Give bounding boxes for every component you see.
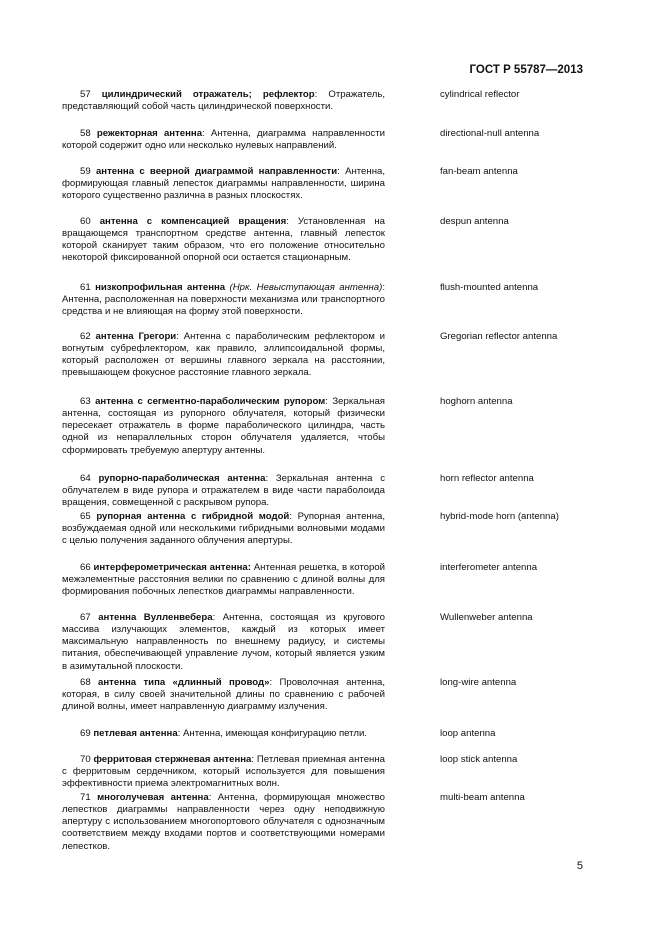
term-english-equivalent: fan-beam antenna xyxy=(440,166,518,177)
term-name: ферритовая стержневая антенна xyxy=(93,754,252,765)
term-english-equivalent: Wullenweber antenna xyxy=(440,612,533,623)
term-name: режекторная антенна xyxy=(96,128,203,139)
term-english-equivalent: loop antenna xyxy=(440,728,496,739)
term-number: 70 xyxy=(80,754,91,765)
term-number: 57 xyxy=(80,89,91,100)
term-number: 59 xyxy=(80,166,91,177)
term-definition xyxy=(62,128,385,152)
term-definition xyxy=(62,792,385,853)
term-name: антенна с веерной диаграммой направленности xyxy=(95,166,338,177)
term-definition-text: Зеркальная антенна, состоящая из рупорного облучателя, который физически пересекает отражатель в форме параболического цилиндра, часть одной из непараллельных сторон облучателя удаляется, чтобы сформировать требуемую апертуру антенны. xyxy=(62,396,385,456)
term-name: рупорно-параболическая антенна xyxy=(98,473,266,484)
page-number: 5 xyxy=(576,860,583,872)
term-definition-text: Установленная на вращающемся транспортном средстве антенна, главный лепесток которой сканирует таким образом, что его положение относительно некоторой фиксированной опорной оси остается стационарным. xyxy=(62,216,385,264)
term-english-equivalent: flush-mounted antenna xyxy=(440,282,539,293)
term-number: 66 xyxy=(80,562,91,573)
term-english-equivalent: multi-beam antenna xyxy=(440,792,525,803)
term-definition-text: Отражатель, представляющий собой часть цилиндрической поверхности. xyxy=(62,89,385,113)
term-definition xyxy=(62,216,385,265)
term-english-equivalent: Gregorian reflector antenna xyxy=(440,331,558,342)
term-definition xyxy=(62,331,385,380)
term-name: интерферометрическая антенна: xyxy=(93,562,251,573)
term-name: петлевая антенна xyxy=(93,728,178,739)
term-definition xyxy=(62,473,385,509)
term-name: антенна Вулленвебера xyxy=(98,612,213,623)
term-separator: : xyxy=(314,89,318,100)
term-number: 71 xyxy=(80,792,91,803)
term-number: 63 xyxy=(80,396,91,407)
term-separator: : xyxy=(212,612,216,623)
term-english-equivalent: loop stick antenna xyxy=(440,754,518,765)
term-name: цилиндрический отражатель; рефлектор xyxy=(101,89,315,100)
term-definition xyxy=(62,396,385,457)
term-separator: : xyxy=(325,396,328,407)
term-name: антенна с сегментно-параболическим рупором xyxy=(95,396,326,407)
term-definition xyxy=(62,728,385,740)
term-definition-text: Проволочная антенна, которая, в силу своей значительной длины по сравнению с рабочей длиной волны, имеет направленную диаграмму излучения. xyxy=(62,677,385,713)
term-definition-text: Антенна, расположенная на поверхности механизма или транспортного средства и не влияющая на форму этой поверхности. xyxy=(62,294,385,318)
term-english-equivalent: hoghorn antenna xyxy=(440,396,513,407)
term-separator: : xyxy=(289,511,293,522)
term-separator: : xyxy=(208,792,212,803)
term-separator: : xyxy=(251,754,255,765)
term-separator: : xyxy=(337,166,340,177)
term-definition-text: Антенная решетка, в которой межэлементные расстояния велики по сравнению с длиной волны для формирования побочных лепестков диаграммы направленности. xyxy=(62,562,385,598)
term-definition-text: Петлевая приемная антенна с ферритовым сердечником, который используется для повышения эффективности приема электромагнитных волн. xyxy=(62,754,385,790)
term-number: 67 xyxy=(80,612,91,623)
term-definition xyxy=(62,282,385,318)
term-english-equivalent: hybrid-mode horn (antenna) xyxy=(440,511,559,522)
term-definition xyxy=(62,89,385,113)
term-number: 58 xyxy=(80,128,91,139)
term-number: 64 xyxy=(80,473,91,484)
term-number: 61 xyxy=(80,282,91,293)
term-separator: : xyxy=(382,282,385,293)
term-separator: : xyxy=(269,677,273,688)
term-name: антенна с компенсацией вращения xyxy=(99,216,287,227)
term-number: 69 xyxy=(80,728,91,739)
term-separator: : xyxy=(176,331,179,342)
term-definition xyxy=(62,511,385,547)
term-definition-text: Антенна, диаграмма направленности которой содержит одно или несколько нулевых направлений. xyxy=(62,128,385,152)
term-number: 62 xyxy=(80,331,91,342)
term-definition xyxy=(62,612,385,673)
standard-header: ГОСТ Р 55787—2013 xyxy=(469,64,583,76)
term-definition-text: Рупорная антенна, возбуждаемая одной или несколькими гибридными волновыми модами с целью получения заданного облучения апертуры. xyxy=(62,511,386,547)
term-english-equivalent: interferometer antenna xyxy=(440,562,538,573)
term-number: 65 xyxy=(80,511,91,522)
term-english-equivalent: directional-null antenna xyxy=(440,128,540,139)
term-definition-text: Антенна, формирующая множество лепестков диаграммы направленности через одну неподвижную апертуру с использованием многопортового облучателя с однозначным соответствием между входами портов и соответствующими номерами лепестков. xyxy=(62,792,385,852)
term-name: низкопрофильная антенна xyxy=(95,282,226,293)
term-number: 68 xyxy=(80,677,91,688)
term-definition-text: Антенна с параболическим рефлектором и вогнутым субрефлектором, как правило, эллипсоидальной формы, который расположен от вершины главного зеркала на расстоянии, превышающем фокусное расстояние главного зеркала. xyxy=(62,331,385,379)
term-number: 60 xyxy=(80,216,91,227)
term-separator: : xyxy=(286,216,289,227)
term-name: рупорная антенна с гибридной модой xyxy=(96,511,290,522)
term-separator: : xyxy=(177,728,181,739)
term-definition xyxy=(62,754,385,790)
term-deprecated-note: (Нрк. Невыступающая антенна) xyxy=(225,282,383,293)
term-english-equivalent: despun antenna xyxy=(440,216,509,227)
term-definition xyxy=(62,166,385,202)
term-definition xyxy=(62,677,385,713)
term-name: многолучевая антенна xyxy=(97,792,209,803)
term-english-equivalent: long-wire antenna xyxy=(440,677,517,688)
term-separator: : xyxy=(265,473,269,484)
term-english-equivalent: horn reflector antenna xyxy=(440,473,534,484)
term-name: антенна Грегори xyxy=(95,331,177,342)
term-definition-text: Зеркальная антенна с облучателем в виде рупора и отражателем в виде части параболоида вращения, совмещенной с раскрывом рупора. xyxy=(62,473,385,509)
term-definition-text: Антенна, имеющая конфигурацию петли. xyxy=(180,728,367,739)
term-definition-text: Антенна, состоящая из кругового массива излучающих элементов, каждый из которых имеет максимальную направленность по внешнему радиусу, и системы питания, обеспечивающей управление лучом, который является узким в азимутальной плоскости. xyxy=(62,612,385,672)
term-definition xyxy=(62,562,385,598)
term-english-equivalent: cylindrical reflector xyxy=(440,89,520,100)
term-separator: : xyxy=(202,128,205,139)
term-definition-text: Антенна, формирующая главный лепесток диаграммы направленности, ширина которого существенно различна в разных плоскостях. xyxy=(62,166,385,202)
term-name: антенна типа «длинный провод» xyxy=(98,677,270,688)
